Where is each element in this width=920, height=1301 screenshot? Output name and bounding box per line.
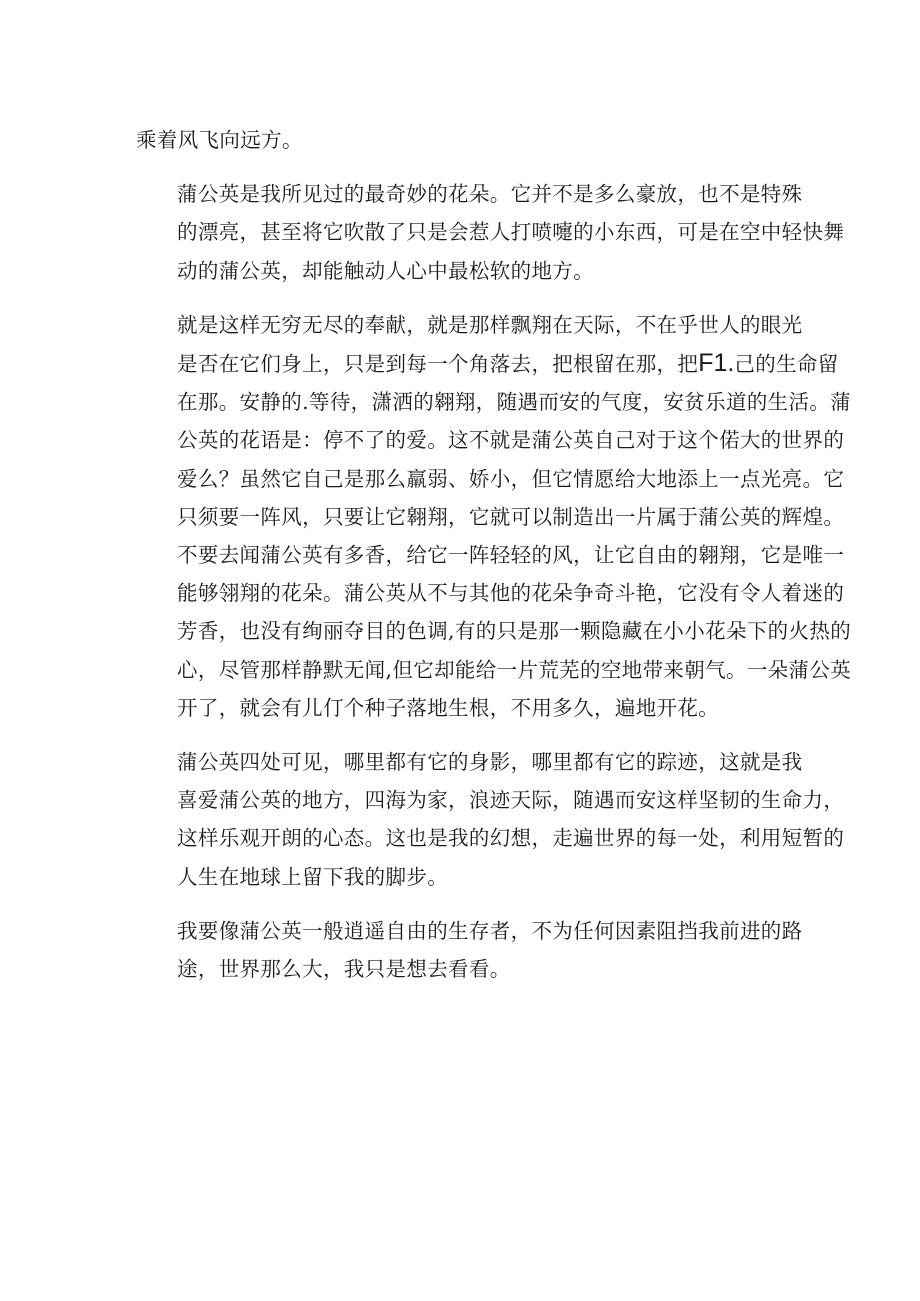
text-line: 能够翎翔的花朵。蒲公英从不与其他的花朵争奇斗艳，它没有令人着迷的	[177, 581, 845, 606]
ocr-fragment: F1.	[698, 349, 735, 378]
text-line: 我要像蒲公英一般逍遥自由的生存者，不为任何因素阻挡我前进的路	[177, 918, 803, 943]
text-line: 公英的花语是：停不了的爱。这不就是蒲公英自己对于这个偌大的世界的	[177, 428, 845, 453]
text-line: 蒲公英是我所见过的最奇妙的花朵。它并不是多么豪放，也不是特殊	[177, 182, 803, 207]
text-line: 只须要一阵风，只要让它翱翔，它就可以制造出一片属于蒲公英的辉煌。	[177, 504, 845, 529]
text-segment: 己的生命留	[734, 352, 839, 377]
text-line: 动的蒲公英，却能触动人心中最松软的地方。	[177, 258, 594, 283]
text-line: 芳香，也没有绚丽夺目的色调,有的只是那一颗隐藏在小小花朵下的火热的	[177, 619, 852, 644]
essay-body	[136, 121, 852, 988]
text-line: 喜爱蒲公英的地方，四海为家，浪迹天际，随遇而安这样坚韧的生命力，	[177, 788, 845, 813]
text-line: 在那。安静的.等待，潇洒的翱翔，随遇而安的气度，安贫乐道的生活。蒲	[177, 390, 852, 415]
text-line: 人生在地球上留下我的脚步。	[177, 864, 449, 889]
paragraph-5	[136, 912, 803, 988]
paragraph-3	[136, 306, 852, 727]
text-line: 乘着风飞向远方。	[136, 128, 303, 152]
text-line: 就是这样无穷无尽的奉献，就是那样飘翔在天际，不在乎世人的眼光	[177, 312, 803, 337]
paragraph-1	[136, 121, 788, 159]
text-line: 爱么？虽然它自己是那么羸弱、娇小，但它情愿给大地添上一点光亮。它	[177, 466, 845, 491]
text-line: 的漂亮，甚至将它吹散了只是会惹人打喷嚏的小东西，可是在空中轻快舞	[177, 220, 845, 245]
paragraph-2	[136, 175, 845, 290]
paragraph-4	[136, 743, 845, 896]
text-line: 这样乐观开朗的心态。这也是我的幻想，走遍世界的每一处，利用短暂的	[177, 826, 845, 851]
text-line: 途，世界那么大，我只是想去看看。	[177, 957, 511, 982]
text-line: 开了，就会有儿仃个种子落地生根，不用多久，遍地开花。	[177, 695, 720, 720]
text-line: 心，尽管那样静默无闻,但它却能给一片荒芜的空地带来朝气。一朵蒲公英	[177, 657, 852, 682]
text-line: 蒲公英四处可见，哪里都有它的身影，哪里都有它的踪迹，这就是我	[177, 750, 803, 775]
text-line-with-fragment	[136, 344, 839, 383]
text-segment: 是否在它们身上，只是到每一个角落去，把根留在那，把	[177, 352, 699, 377]
text-line: 不要去闻蒲公英有多香，给它一阵轻轻的风，让它自由的翱翔，它是唯一	[177, 543, 845, 568]
